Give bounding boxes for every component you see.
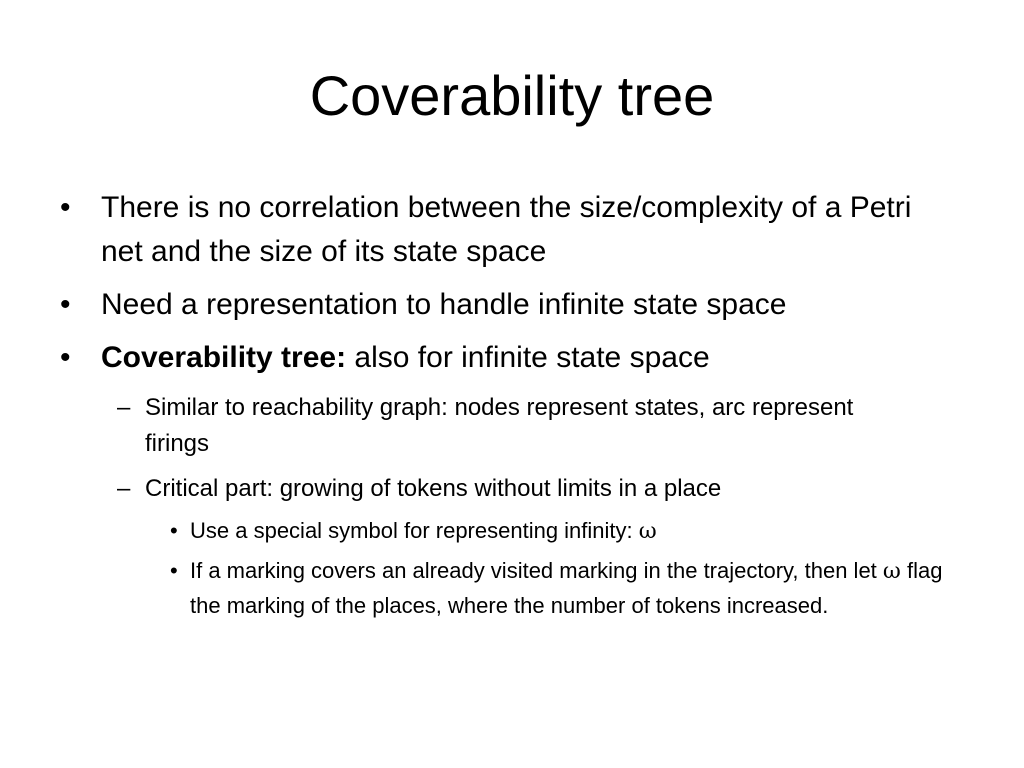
marking-text-before: If a marking covers an already visited marking in the trajectory, then let: [190, 558, 883, 583]
bullet-dot: •: [60, 288, 71, 321]
omega-symbol: ω: [882, 559, 901, 584]
bullet-dot: •: [170, 518, 178, 543]
bullet-text: Need a representation to handle infinite state space: [101, 288, 787, 321]
bullet-dot: •: [170, 558, 178, 583]
omega-symbol: ω: [638, 519, 657, 544]
slide-title: Coverability tree: [309, 64, 715, 127]
sub-sub-bullet-text: [190, 514, 970, 549]
sub-bullet-item-2: [117, 471, 877, 507]
bullet-dot: •: [60, 191, 71, 224]
dash-marker: –: [117, 394, 131, 421]
infinity-text: Use a special symbol for representing infinity:: [190, 518, 639, 543]
dash-marker: –: [117, 475, 131, 502]
bullet-text: There is no correlation between the size/complexity of a Petri net and the size of its state space: [101, 191, 912, 268]
marking-text-after: flag the marking of the places, where the number of tokens increased.: [190, 558, 943, 618]
bullet-dot: •: [60, 341, 71, 374]
sub-sub-bullet-text: [190, 554, 970, 623]
sub-bullet-text: Critical part: growing of tokens without limits in a place: [145, 475, 722, 502]
sub-sub-bullet-item-2: [170, 554, 970, 623]
sub-bullet-item-1: [117, 390, 877, 462]
sub-sub-bullet-item-1: [170, 514, 970, 549]
bullet-bold-term: Coverability tree:: [101, 341, 347, 374]
bullet-item-2: [60, 283, 960, 327]
bullet-rest: also for infinite state space: [346, 341, 710, 374]
sub-bullet-text: Similar to reachability graph: nodes represent states, arc represent firings: [145, 394, 854, 457]
bullet-item-1: [60, 186, 960, 274]
bullet-text: [101, 336, 960, 380]
bullet-item-3: [60, 336, 960, 380]
